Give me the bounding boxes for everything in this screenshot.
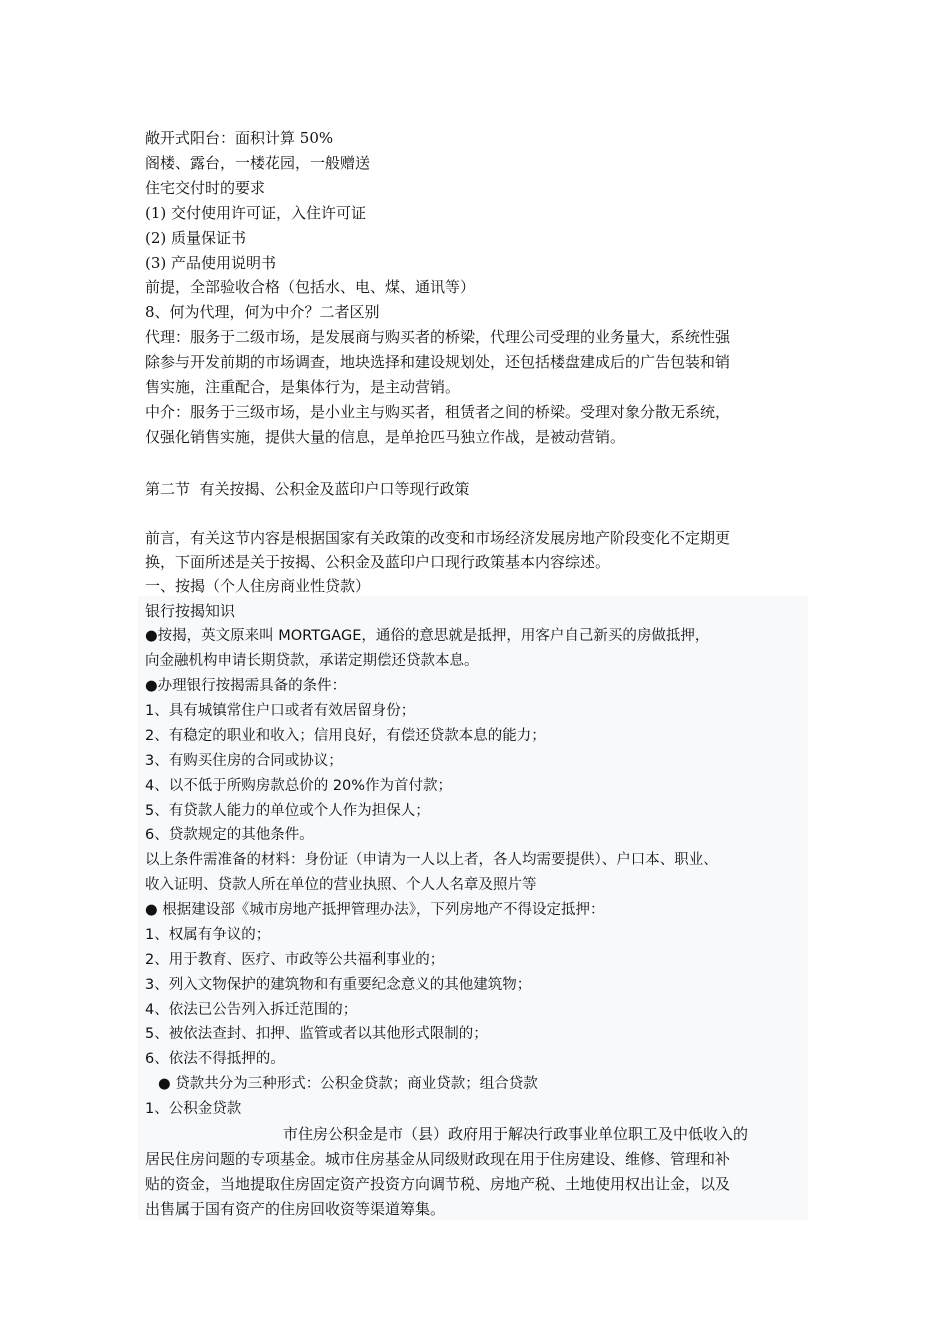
list-item: 6、贷款规定的其他条件。 <box>145 827 314 843</box>
list-item: 5、有贷款人能力的单位或个人作为担保人； <box>145 803 430 819</box>
list-item: 4、以不低于所购房款总价的 20%作为首付款； <box>145 778 453 794</box>
text-line: ●办理银行按揭需具备的条件： <box>145 678 347 694</box>
subsection-heading: 1、公积金贷款 <box>145 1101 242 1117</box>
text-line: ● 根据建设部《城市房地产抵押管理办法》，下列房地产不得设定抵押： <box>145 902 605 918</box>
text-line: 仅强化销售实施，提供大量的信息，是单抢匹马独立作战，是被动营销。 <box>145 428 626 446</box>
list-item: 3、有购买住房的合同或协议； <box>145 753 343 769</box>
list-item: 2、用于教育、医疗、市政等公共福利事业的； <box>145 952 445 968</box>
text-line: 向金融机构申请长期贷款，承诺定期偿还贷款本息。 <box>145 653 479 669</box>
text-line: ● 贷款共分为三种形式：公积金贷款；商业贷款；组合贷款 <box>158 1076 538 1092</box>
text-line: 敞开式阳台：面积计算 50% <box>145 129 334 147</box>
list-item: 5、被依法查封、扣押、监管或者以其他形式限制的； <box>145 1026 488 1042</box>
list-item: 1、权属有争议的； <box>145 927 271 943</box>
list-item: 4、依法已公告列入拆迁范围的； <box>145 1002 358 1018</box>
text-line: 前言，有关这节内容是根据国家有关政策的改变和市场经济发展房地产阶段变化不定期更 <box>145 529 731 547</box>
text-line: (1) 交付使用许可证，入住许可证 <box>145 204 367 222</box>
text-line: 市住房公积金是市（县）政府用于解决行政事业单位职工及中低收入的 <box>283 1125 749 1143</box>
question-heading: 8、何为代理，何为中介？二者区别 <box>145 303 380 321</box>
text-line: 前提，全部验收合格（包括水、电、煤、通讯等） <box>145 278 476 296</box>
text-line: (2) 质量保证书 <box>145 229 247 247</box>
text-line: 住宅交付时的要求 <box>145 179 266 197</box>
text-line: 以上条件需准备的材料：身份证（申请为一人以上者，各人均需要提供）、户口本、职业、 <box>145 852 718 868</box>
text-line: 换，下面所述是关于按揭、公积金及蓝印户口现行政策基本内容综述。 <box>145 553 611 571</box>
text-line: 收入证明、贷款人所在单位的营业执照、个人人名章及照片等 <box>145 877 537 893</box>
text-line: 贴的资金，当地提取住房固定资产投资方向调节税、房地产税、土地使用权出让金，以及 <box>145 1175 731 1193</box>
text-line: 除参与开发前期的市场调查，地块选择和建设规划处，还包括楼盘建成后的广告包装和销 <box>145 353 731 371</box>
list-item: 1、具有城镇常住户口或者有效居留身份； <box>145 703 416 719</box>
subsection-heading: 一、按揭（个人住房商业性贷款） <box>145 577 371 595</box>
text-line: ●按揭，英文原来叫 MORTGAGE，通俗的意思就是抵押，用客户自己新买的房做抵押， <box>145 628 710 644</box>
text-line: 中介：服务于三级市场，是小业主与购买者，租赁者之间的桥梁。受理对象分散无系统， <box>145 403 731 421</box>
text-line: 售实施，注重配合，是集体行为，是主动营销。 <box>145 378 461 396</box>
text-line: 居民住房问题的专项基金。城市住房基金从同级财政现在用于住房建设、维修、管理和补 <box>145 1150 731 1168</box>
list-item: 6、依法不得抵押的。 <box>145 1051 285 1067</box>
section-heading: 第二节 有关按揭、公积金及蓝印户口等现行政策 <box>145 480 470 498</box>
text-line: (3) 产品使用说明书 <box>145 254 277 272</box>
list-item: 2、有稳定的职业和收入；信用良好，有偿还贷款本息的能力； <box>145 728 546 744</box>
list-item: 3、列入文物保护的建筑物和有重要纪念意义的其他建筑物； <box>145 977 532 993</box>
text-line: 阁楼、露台，一楼花园，一般赠送 <box>145 154 371 172</box>
text-line: 代理：服务于二级市场，是发展商与购买者的桥梁，代理公司受理的业务量大，系统性强 <box>145 328 731 346</box>
text-line: 银行按揭知识 <box>145 602 236 620</box>
text-line: 出售属于国有资产的住房回收资等渠道筹集。 <box>145 1200 446 1218</box>
